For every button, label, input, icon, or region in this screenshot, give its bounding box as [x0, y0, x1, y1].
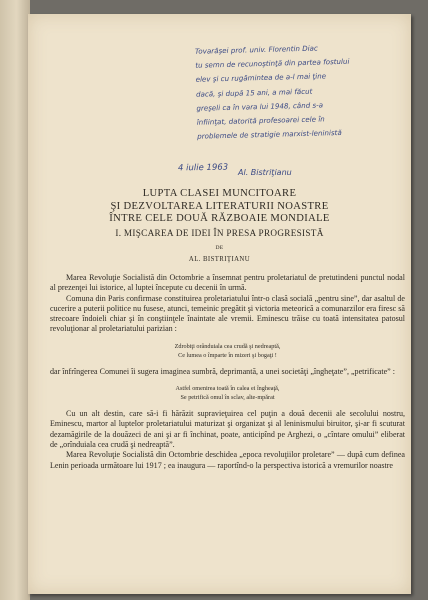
article-title: [28, 188, 411, 226]
paragraph: Cu un alt destin, care să-i fi hărăzit supravieţuirea cel puţin a două decenii ale secolului nostru, Eminescu, martor al luptelor proletariatului maturizat şi organizat şi al leninismului biruitor, şi-ar fi scuturat dezamăgirile de la douăzeci de ani şi ar fi închinat, poate, anticipînd pe Arghezi, o „cîntare omului” eliberat de „orînduiala cea crudă şi nedreaptă”.: [50, 409, 405, 449]
dedication-line: greşeli ca în vara lui 1948, când s-a: [196, 100, 324, 113]
title-line: LUPTA CLASEI MUNCITOARE: [142, 188, 297, 199]
verse-quote: [50, 384, 405, 402]
article-author: AL. BISTRIŢIANU: [188, 256, 251, 263]
article-body: [50, 273, 405, 471]
dedication-line: tu semn de recunoştinţă din partea fostului: [195, 56, 350, 70]
byline-de: DE: [215, 245, 224, 251]
dedication-line: elev şi cu rugămintea de a-l mai ţine: [195, 71, 327, 85]
dedication-line: dacă, şi după 15 ani, a mai făcut: [195, 86, 313, 99]
verse-line: Zdrobiţi orânduiala cea crudă şi nedreaptă,: [174, 342, 281, 350]
paragraph: Comuna din Paris confirmase constituirea proletariatului într-o clasă socială „pentru sine”, dar asaltul de cucerire a puterii politice nu fusese, atunci, temeinic pregătit şi victoria meteorică a comunarzilor era firesc să strecoare îndoieli chiar şi în conştiinţele înaintate ale vremii. Eminescu trăise cu toată intensitatea patosul revoluţionar al proletariatului parizian :: [50, 293, 405, 334]
article-subtitle: I. MIŞCAREA DE IDEI ÎN PRESA PROGRESISTĂ: [115, 228, 324, 238]
dedication-line: problemele de stratigie marxist-leninistă: [197, 128, 342, 141]
dedication-date: 4 iulie 1963: [177, 162, 229, 174]
book-spine: [0, 0, 30, 600]
dedication-line: Tovarăşei prof. univ. Florentin Diac: [194, 43, 318, 56]
paragraph: Marea Revoluţie Socialistă din Octombrie deschidea „epoca revoluţiilor proletare” — după cum definea Lenin perioada următoare lui 1917 ; ea inaugura — raportînd-o la perspectiva istorică a vremurilor noastre: [50, 450, 405, 470]
verse-quote: [50, 342, 405, 360]
title-line: ÎNTRE CELE DOUĂ RĂZBOAIE MONDIALE: [109, 213, 330, 224]
handwritten-dedication: [195, 39, 408, 144]
handwritten-signature: Al. Bistriţianu: [238, 168, 292, 177]
paragraph: dar înfrîngerea Comunei îi sugera imaginea sumbră, deprimantă, a unei societăţi „îngheţate”, „petrificate” :: [50, 366, 395, 376]
dedication-line: înfiinţat, datorită profesoarei cele în: [196, 114, 325, 127]
verse-line: Ce lumea o împarte în mizeri şi bogaţi !: [178, 351, 277, 359]
document-page: [28, 14, 411, 594]
verse-line: Astfel omenirea toată în calea ei îngheaţă,: [175, 385, 280, 393]
title-line: ŞI DEZVOLTAREA LITERATURII NOASTRE: [110, 200, 329, 212]
paragraph: Marea Revoluţie Socialistă din Octombrie a însemnat pentru proletariatul de pretutindeni punctul nodal al prezenţei lui istorice, al luptei începute cu decenii în urmă.: [50, 273, 405, 293]
verse-line: Se petrifică omul în sclav, alte-mpărat: [180, 394, 275, 402]
